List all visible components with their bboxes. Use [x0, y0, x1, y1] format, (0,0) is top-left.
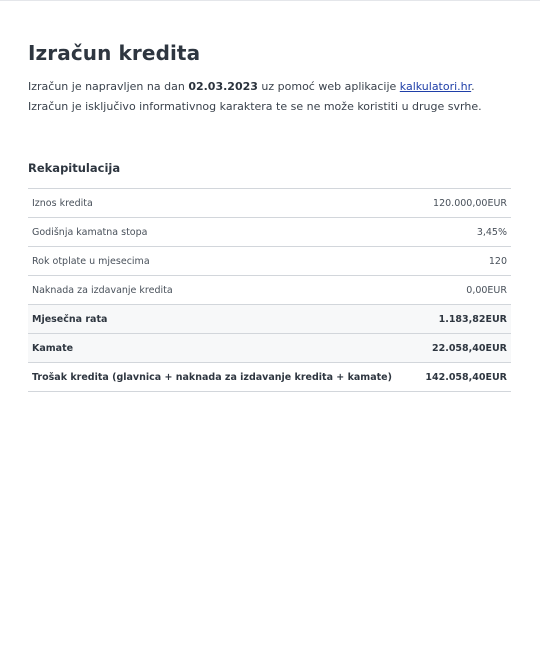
summary-table — [28, 188, 511, 392]
table-row — [28, 247, 511, 276]
intro-line-2: Izračun je isključivo informativnog karaktera te se ne može koristiti u druge svrhe. — [28, 100, 482, 113]
kalkulatori-link[interactable]: kalkulatori.hr — [399, 80, 472, 93]
table-row — [28, 218, 511, 247]
row-label: Rok otplate u mjesecima — [28, 247, 416, 276]
row-label: Naknada za izdavanje kredita — [28, 276, 416, 305]
row-value: 120.000,00EUR — [416, 189, 511, 218]
row-label: Mjesečna rata — [28, 305, 416, 334]
section-title: Rekapitulacija — [28, 161, 121, 175]
table-row-interest — [28, 334, 511, 363]
page-title: Izračun kredita — [28, 41, 201, 65]
table-row-total-cost — [28, 363, 511, 392]
row-value: 0,00EUR — [416, 276, 511, 305]
intro-prefix: Izračun je napravljen na dan — [28, 80, 189, 93]
row-label: Godišnja kamatna stopa — [28, 218, 416, 247]
row-label: Trošak kredita (glavnica + naknada za izdavanje kredita + kamate) — [28, 363, 416, 392]
calculation-date: 02.03.2023 — [188, 80, 258, 93]
row-value: 22.058,40EUR — [416, 334, 511, 363]
intro-suffix: . — [471, 80, 475, 93]
intro-line-1 — [28, 77, 512, 97]
document-content — [28, 41, 512, 383]
row-label: Kamate — [28, 334, 416, 363]
row-value: 142.058,40EUR — [416, 363, 511, 392]
table-row — [28, 189, 511, 218]
table-row — [28, 276, 511, 305]
row-value: 120 — [416, 247, 511, 276]
row-value: 1.183,82EUR — [416, 305, 511, 334]
row-value: 3,45% — [416, 218, 511, 247]
table-row-monthly-payment — [28, 305, 511, 334]
intro-middle: uz pomoć web aplikacije — [257, 80, 400, 93]
row-label: Iznos kredita — [28, 189, 416, 218]
intro-text — [28, 77, 512, 117]
